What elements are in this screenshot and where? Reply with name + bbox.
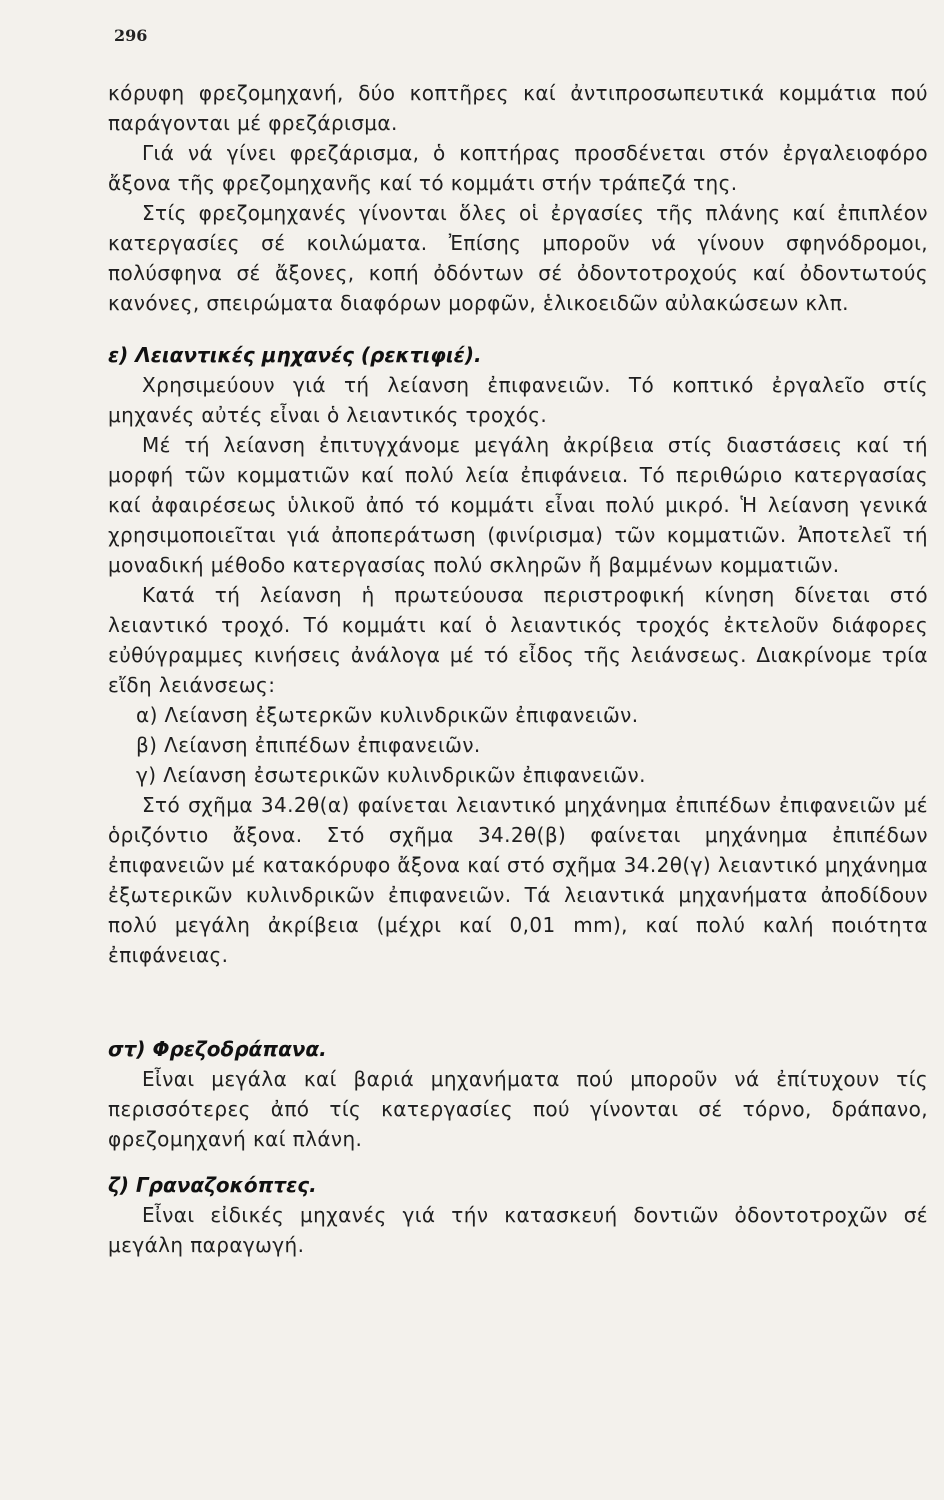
grinding-type-b: β) Λείανση ἐπιπέδων ἐπιφανειῶν.: [136, 733, 481, 757]
milling-drills-paragraph: Εἶναι μεγάλα καί βαριά μηχανήματα πού μποροῦν νά ἐπίτυχουν τίς περισσότερες ἀπό τίς κατεργασίες πού γίνονται σέ τόρνο, δράπανο, φρεζομηχανή καί πλάνη.: [108, 1067, 928, 1151]
section-heading-gear-cutters: ζ) Γραναζοκόπτες.: [108, 1173, 317, 1197]
gear-cutters-paragraph: Εἶναι εἰδικές μηχανές γιά τήν κατασκευή δοντιῶν ὀδοντοτροχῶν σέ μεγάλη παραγωγή.: [108, 1203, 928, 1257]
section-heading-grinding-machines: ε) Λειαντικές μηχανές (ρεκτιφιέ).: [108, 343, 482, 367]
spacer: [108, 318, 928, 340]
grinding-type-c: γ) Λείανση ἐσωτερικῶν κυλινδρικῶν ἐπιφανειῶν.: [136, 763, 646, 787]
spacer: [108, 1154, 928, 1170]
grinding-paragraph-1: Χρησιμεύουν γιά τή λείανση ἐπιφανειῶν. Τό κοπτικό ἐργαλεῖο στίς μηχανές αὐτές εἶναι ὁ λειαντικός τροχός.: [108, 373, 928, 427]
intro-paragraph-3: Στίς φρεζομηχανές γίνονται ὅλες οἱ ἐργασίες τῆς πλάνης καί ἐπιπλέον κατεργασίες σέ κοιλώματα. Ἐπίσης μποροῦν νά γίνουν σφηνόδρομοι, πολύσφηνα σέ ἄξονες, κοπή ὀδόντων σέ ὀδοντοτροχούς καί ὀδοντωτούς κανόνες, σπειρώματα διαφόρων μορφῶν, ἑλικοειδῶν αὐλακώσεων κλπ.: [108, 201, 928, 315]
section-heading-milling-drills: στ) Φρεζοδράπανα.: [108, 1037, 327, 1061]
page-number: 296: [114, 26, 148, 45]
grinding-paragraph-4: Στό σχῆμα 34.2θ(α) φαίνεται λειαντικό μηχάνημα ἐπιπέδων ἐπιφανειῶν μέ ὁριζόντιο ἄξονα. Στό σχῆμα 34.2θ(β) φαίνεται μηχάνημα ἐπιπέδων ἐπιφανειῶν μέ κατακόρυφο ἄξονα καί στό σχῆμα 34.2θ(γ) λειαντικό μηχάνημα ἐξωτερικῶν κυλινδρικῶν ἐπιφανειῶν. Τά λειαντικά μηχανήματα ἀποδίδουν πολύ μεγάλη ἀκρίβεια (μέχρι καί 0,01 mm), καί πολύ καλή ποιότητα ἐπιφάνειας.: [108, 793, 928, 967]
grinding-type-a: α) Λείανση ἐξωτερκῶν κυλινδρικῶν ἐπιφανειῶν.: [136, 703, 639, 727]
spacer: [108, 970, 928, 1034]
grinding-paragraph-2: Μέ τή λείανση ἐπιτυγχάνομε μεγάλη ἀκρίβεια στίς διαστάσεις καί τή μορφή τῶν κομματιῶν καί πολύ λεία ἐπιφάνεια. Τό περιθώριο κατεργασίας καί ἀφαιρέσεως ὑλικοῦ ἀπό τό κομμάτι εἶναι πολύ μικρό. Ἡ λείανση γενικά χρησιμοποιεῖται γιά ἀποπεράτωση (φινίρισμα) τῶν κομματιῶν. Ἀποτελεῖ τή μοναδική μέθοδο κατεργασίας πολύ σκληρῶν ἤ βαμμένων κομματιῶν.: [108, 433, 928, 577]
grinding-paragraph-3: Κατά τή λείανση ἡ πρωτεύουσα περιστροφική κίνηση δίνεται στό λειαντικό τροχό. Τό κομμάτι καί ὁ λειαντικός τροχός ἐκτελοῦν διάφορες εὐθύγραμμες κινήσεις ἀνάλογα μέ τό εἶδος τῆς λειάνσεως. Διακρίνομε τρία εἴδη λειάνσεως:: [108, 583, 928, 697]
intro-paragraph-2: Γιά νά γίνει φρεζάρισμα, ὁ κοπτήρας προσδένεται στόν ἐργαλειοφόρο ἄξονα τῆς φρεζομηχανῆς καί τό κομμάτι στήν τράπεζά της.: [108, 141, 928, 195]
intro-paragraph-1: κόρυφη φρεζομηχανή, δύο κοπτῆρες καί ἀντιπροσωπευτικά κομμάτια πού παράγονται μέ φρεζάρισμα.: [108, 81, 928, 135]
page-body: [108, 78, 928, 1260]
